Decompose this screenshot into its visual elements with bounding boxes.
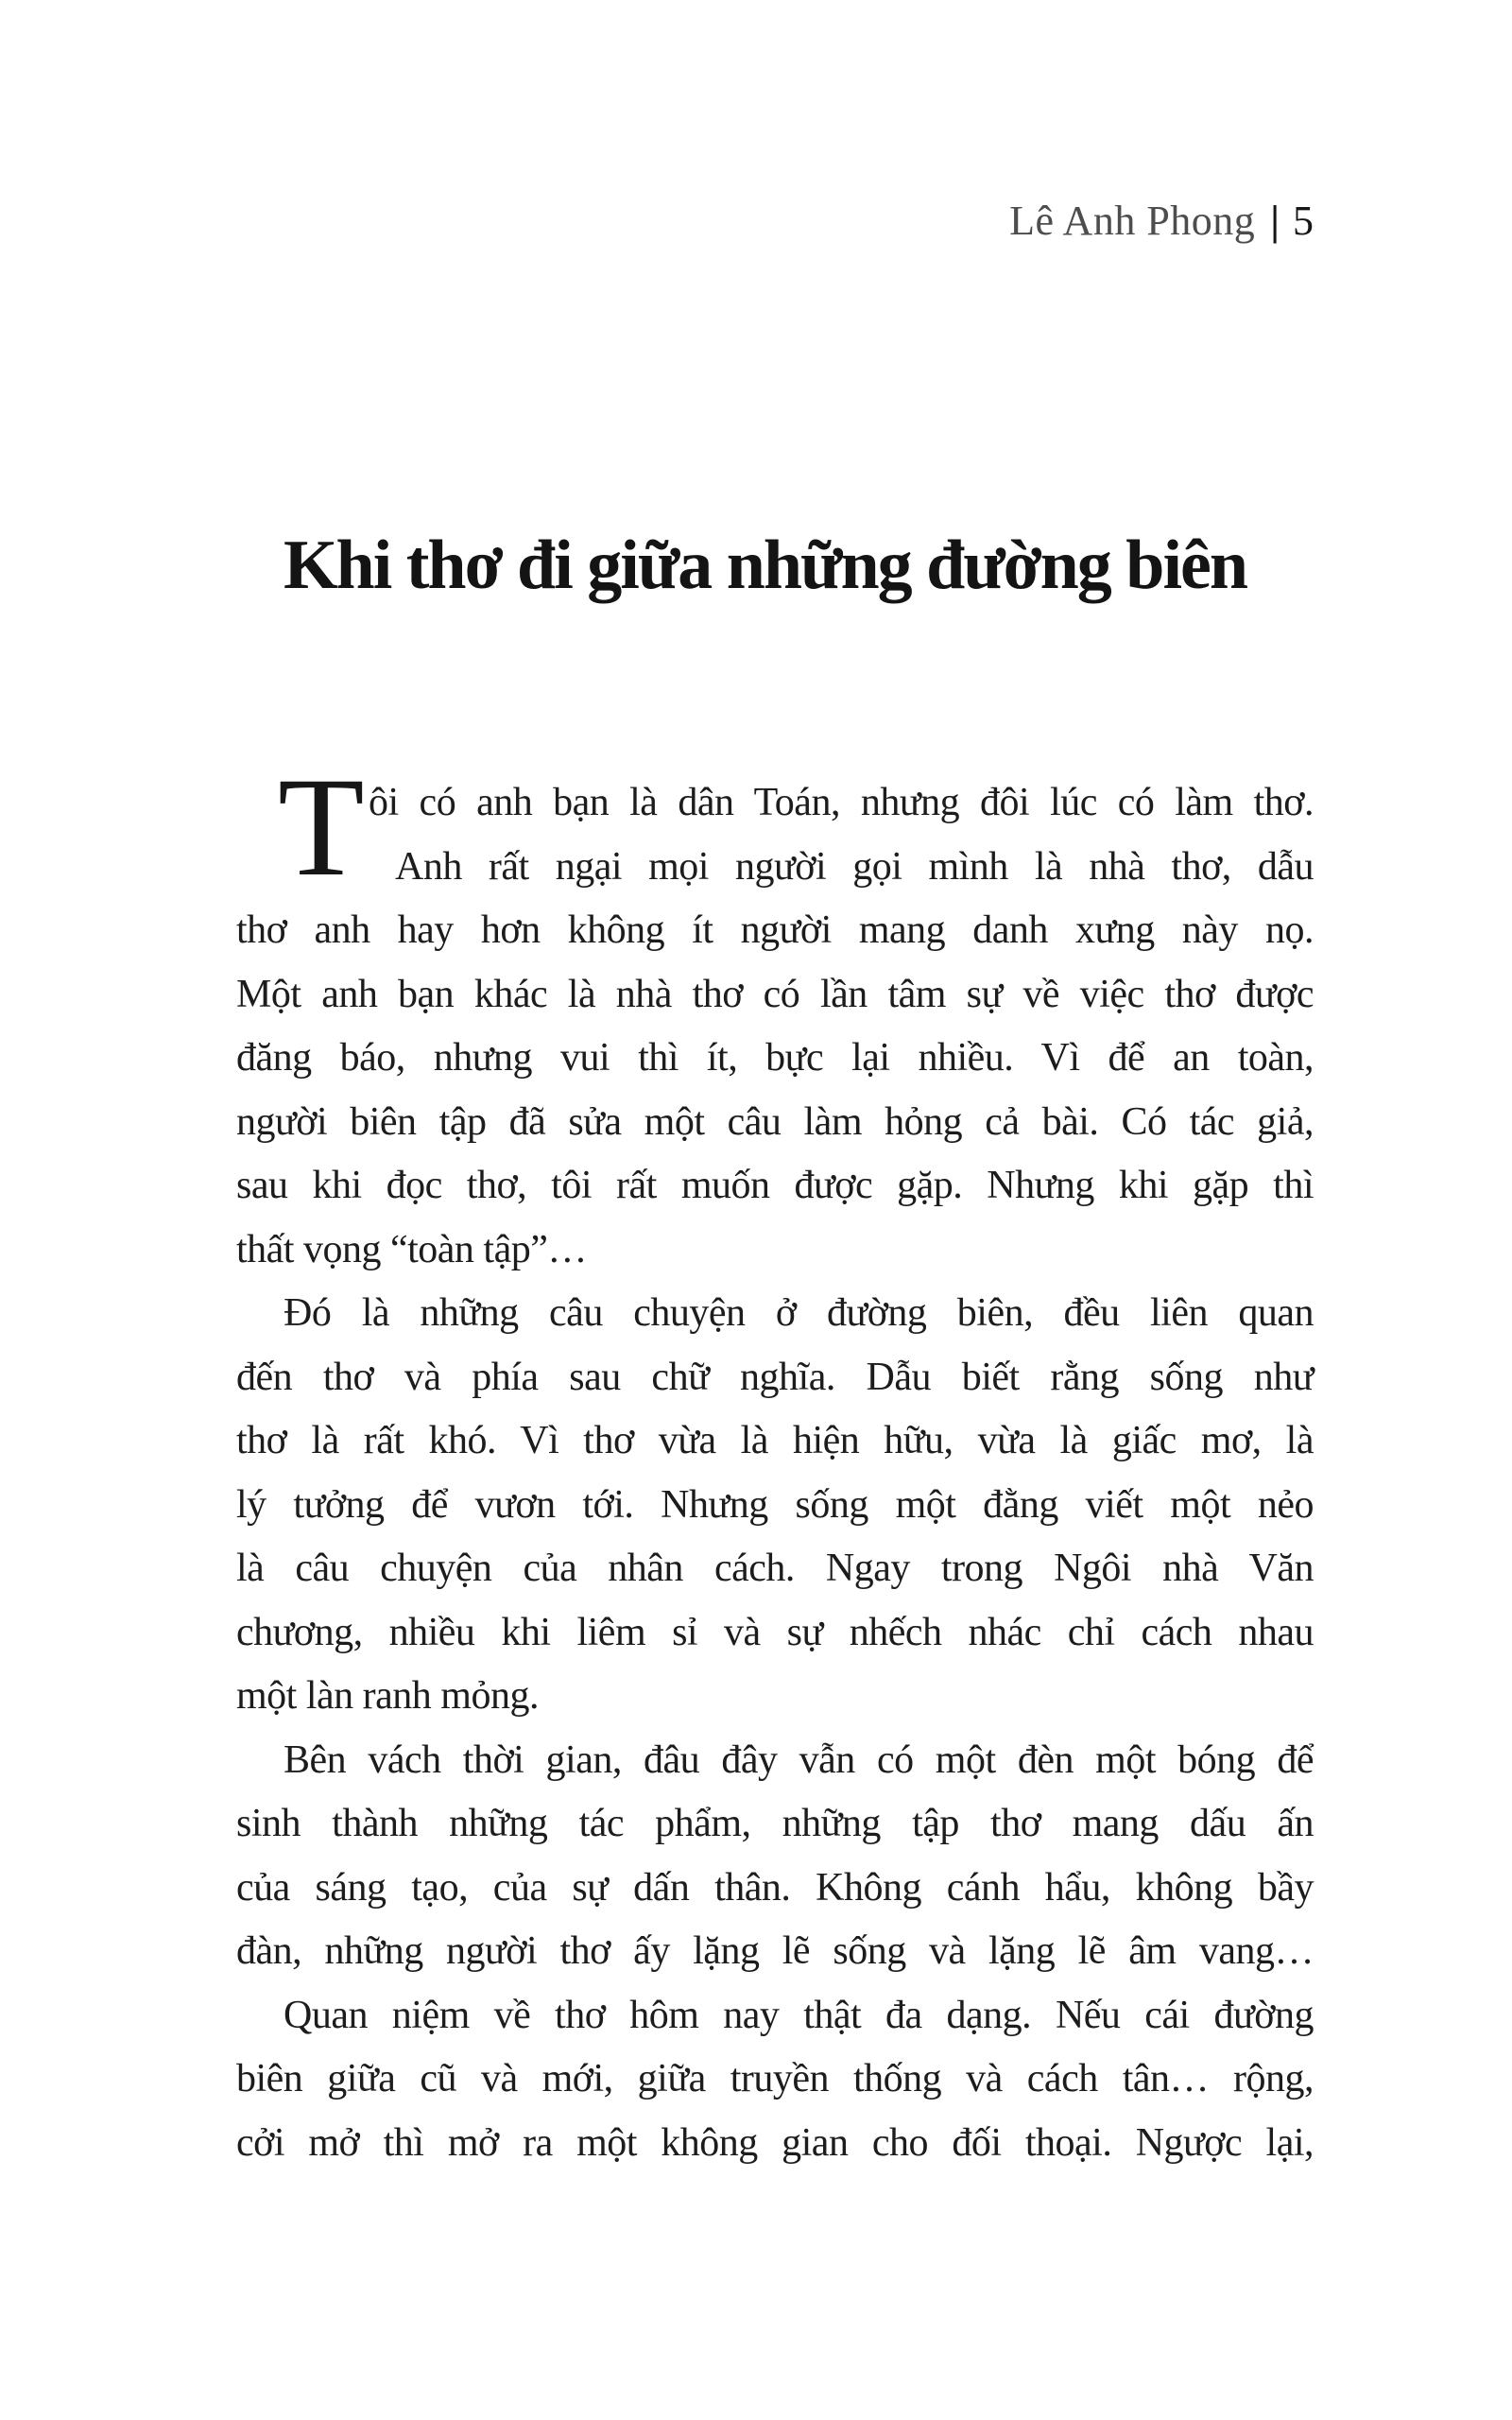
text-line: thơ anh hay hơn không ít người mang danh xưng này nọ. [236,908,1314,952]
text-line: của sáng tạo, của sự dấn thân. Không cánh hẩu, không bầy [236,1865,1314,1910]
page-number: 5 [1293,198,1314,244]
author-name: Lê Anh Phong [1009,198,1256,244]
text-line: ôi có anh bạn là dân Toán, nhưng đôi lúc có làm thơ. [369,781,1314,824]
text-line: đăng báo, nhưng vui thì ít, bực lại nhiều. Vì để an toàn, [236,1036,1314,1080]
body-text [236,749,1314,2175]
text-line: biên giữa cũ và mới, giữa truyền thống và cách tân… rộng, [236,2057,1314,2100]
text-line: sau khi đọc thơ, tôi rất muốn được gặp. Nhưng khi gặp thì [236,1164,1314,1207]
text-line: thơ là rất khó. Vì thơ vừa là hiện hữu, vừa là giấc mơ, là [236,1419,1314,1462]
text-line: Bên vách thời gian, đâu đây vẫn có một đèn một bóng để [284,1737,1314,1782]
header-separator: | [1270,198,1280,244]
text-line: cởi mở thì mở ra một không gian cho đối thoại. Ngược lại, [236,2120,1314,2165]
text-line: Một anh bạn khác là nhà thơ có lần tâm sự về việc thơ được [236,972,1314,1016]
text-line: là câu chuyện của nhân cách. Ngay trong Ngôi nhà Văn [236,1547,1314,1590]
text-line: Quan niệm về thơ hôm nay thật đa dạng. Nếu cái đường [284,1993,1314,2037]
chapter-title: Khi thơ đi giữa những đường biên [284,527,1247,604]
text-line: đến thơ và phía sau chữ nghĩa. Dẫu biết rằng sống như [236,1355,1314,1399]
drop-cap: T [278,749,365,906]
text-line: người biên tập đã sửa một câu làm hỏng cả bài. Có tác giả, [236,1099,1314,1144]
text-line: chương, nhiều khi liêm sỉ và sự nhếch nhác chỉ cách nhau [236,1610,1314,1654]
text-line: một làn ranh mỏng. [236,1674,539,1718]
text-line: thất vọng “toàn tập”… [236,1227,587,1271]
text-line: lý tưởng để vươn tới. Nhưng sống một đằng viết một nẻo [236,1482,1314,1527]
text-line: Anh rất ngại mọi người gọi mình là nhà thơ, dẫu [395,844,1314,889]
text-line: Đó là những câu chuyện ở đường biên, đều liên quan [284,1291,1314,1335]
running-header [236,199,1314,244]
text-line: đàn, những người thơ ấy lặng lẽ sống và lặng lẽ âm vang… [236,1929,1314,1973]
text-line: sinh thành những tác phẩm, những tập thơ mang dấu ấn [236,1802,1314,1845]
